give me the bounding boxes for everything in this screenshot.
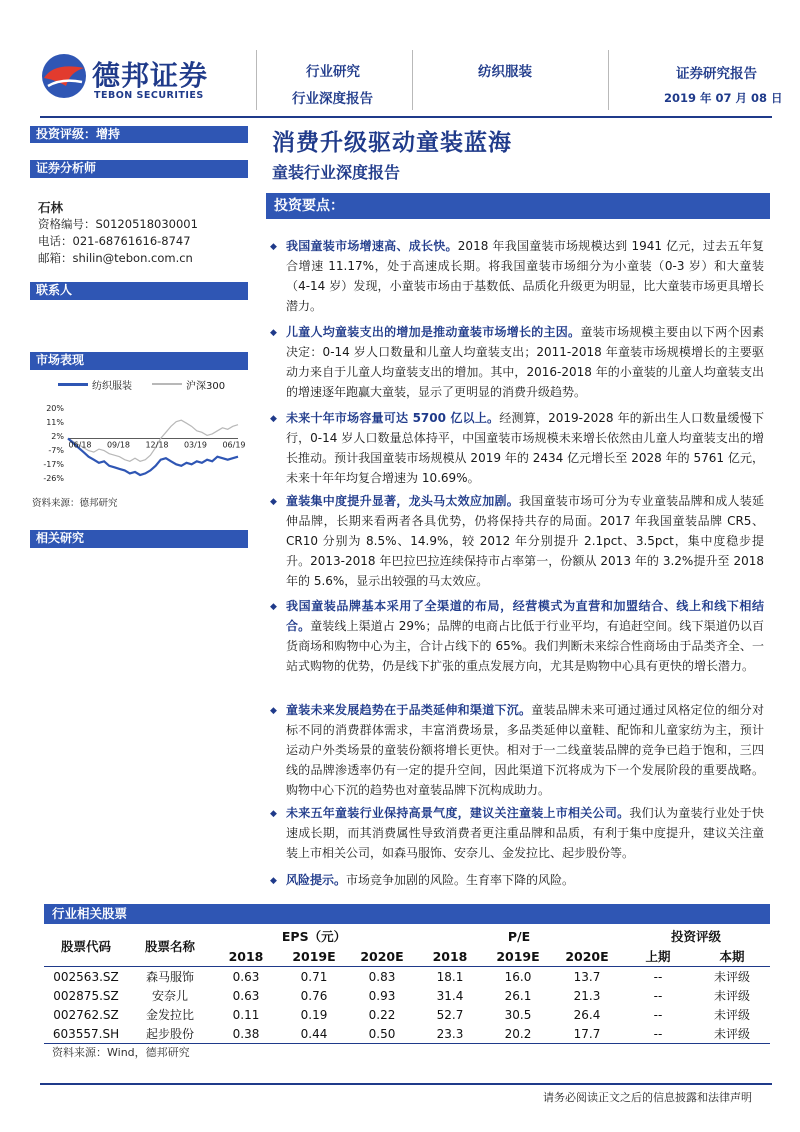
table-row <box>44 967 770 987</box>
analyst-section-title: 证券分析师 <box>30 160 248 177</box>
bullet-icon: ◆ <box>270 497 277 507</box>
contact-section-title: 联系人 <box>30 282 248 299</box>
bullet-icon: ◆ <box>270 809 277 819</box>
cell-eps: 0.38 <box>212 1024 280 1044</box>
y-tick-label: 20% <box>46 404 64 413</box>
cell-rating-curr: 未评级 <box>713 1008 750 1022</box>
section-rule <box>30 547 248 548</box>
cell-pe: 30.5 <box>504 1007 532 1022</box>
cell-eps: 0.22 <box>368 1007 396 1022</box>
footer-disclaimer: 请务必阅读正文之后的信息披露和法律声明 <box>543 1091 752 1104</box>
cell-rating-curr: 未评级 <box>713 989 750 1003</box>
col-header-curr: 本期 <box>694 946 770 967</box>
table-row <box>44 1005 770 1024</box>
section-rule <box>30 369 248 370</box>
table-source: 资料来源：Wind，德邦研究 <box>52 1046 190 1059</box>
header-category-2: 行业深度报告 <box>292 91 373 107</box>
x-tick-label: 06/19 <box>222 440 246 450</box>
table-row <box>44 1024 770 1044</box>
cell-rating-curr: 未评级 <box>694 1024 770 1044</box>
related-stocks-table <box>44 926 770 1044</box>
cell-pe: 13.7 <box>573 969 601 984</box>
cell-code: 002762.SZ <box>53 1007 119 1022</box>
key-point: 童装集中度提升显著，龙头马太效应加剧。我国童装市场可分为专业童装品牌和成人装延伸品牌，长期来看两者各具优势，仍将保持共存的局面。2017 年我国童装品牌 CR5、CR10 分别为 8.5%、14.9%，较 2012 年分别提升 2.1pct、3.5pct，集中度稳步提升。2013-2018 年巴拉巴拉连续保持市占率第一，份额从 2013 年的 3.2%提升至 2018 年的 5.6%，显示出较强的马太效应。 <box>286 494 764 588</box>
section-rule <box>30 177 248 178</box>
legend-label-hs300: 沪深300 <box>186 381 226 392</box>
brand-name-en: TEBON SECURITIES <box>94 90 204 101</box>
cell-name: 起步股份 <box>128 1024 212 1044</box>
bullet-icon: ◆ <box>270 602 277 612</box>
cell-pe: 31.4 <box>436 988 464 1003</box>
y-tick-label: 2% <box>51 432 64 441</box>
chart-source: 资料来源：德邦研究 <box>32 498 118 509</box>
y-tick-label: -17% <box>43 460 64 469</box>
bullet-icon: ◆ <box>270 706 277 716</box>
cell-rating-prev: -- <box>622 1024 694 1044</box>
stocks-table-title: 行业相关股票 <box>44 904 770 924</box>
cell-code: 002563.SZ <box>53 969 119 984</box>
header-category-1: 行业研究 <box>306 64 360 80</box>
market-performance-chart <box>34 400 248 488</box>
bullet-icon: ◆ <box>270 414 277 424</box>
analyst-email[interactable]: 邮箱：shilin@tebon.com.cn <box>38 251 193 265</box>
rating-bar: 投资评级：增持 <box>30 126 248 143</box>
analyst-qualification: 资格编号：S0120518030001 <box>38 217 198 231</box>
cell-name: 金发拉比 <box>145 1008 194 1022</box>
x-tick-label: 03/19 <box>183 440 208 450</box>
col-header-name: 股票名称 <box>128 926 212 967</box>
header-rule <box>40 116 772 118</box>
cell-eps: 0.63 <box>232 988 260 1003</box>
legend-label-textile: 纺织服装 <box>92 381 132 392</box>
y-tick-label: -7% <box>48 446 64 455</box>
cell-eps: 0.93 <box>368 988 396 1003</box>
analyst-phone: 电话：021-68761616-8747 <box>38 234 191 248</box>
cell-pe: 26.4 <box>573 1007 601 1022</box>
report-subtitle: 童装行业深度报告 <box>272 163 401 182</box>
header-report-type: 证券研究报告 <box>676 66 757 82</box>
table-row <box>44 986 770 1005</box>
analyst-name: 石林 <box>38 200 64 215</box>
x-tick-label: 12/18 <box>145 440 169 450</box>
cell-pe: 21.3 <box>573 988 601 1003</box>
cell-rating-curr: 未评级 <box>713 970 750 984</box>
col-header-year: 2020E <box>348 946 416 967</box>
report-title: 消费升级驱动童装蓝海 <box>272 129 512 156</box>
x-tick-label: 06/18 <box>68 440 92 450</box>
key-points-bar: 投资要点： <box>266 193 770 219</box>
cell-pe: 17.7 <box>552 1024 622 1044</box>
key-point: 我国童装市场增速高、成长快。2018 年我国童装市场规模达到 1941 亿元，过去五年复合增速 11.17%，处于高速成长期。将我国童装市场细分为小童装（0-3 岁）和大童装（4-14 岁）发现，小童装市场由于基数低、品质化升级更为明显，比大童装市场更具增长潜力。 <box>286 239 764 313</box>
col-header-eps: EPS（元） <box>281 929 347 944</box>
col-header-year: 2019E <box>484 946 552 967</box>
cell-eps: 0.83 <box>368 969 396 984</box>
col-header-pe: P/E <box>507 928 531 944</box>
cell-eps: 0.76 <box>300 988 328 1003</box>
legend-swatch-textile <box>58 383 88 386</box>
cell-name: 安奈儿 <box>151 989 188 1003</box>
cell-code: 603557.SH <box>44 1024 128 1044</box>
header-date: 2019 年 07 月 08 日 <box>664 91 783 105</box>
col-header-rating: 投资评级 <box>670 929 721 944</box>
legend-swatch-hs300 <box>152 383 182 385</box>
cell-rating-prev: -- <box>653 969 663 984</box>
cell-rating-prev: -- <box>653 1007 663 1022</box>
cell-rating-prev: -- <box>653 988 663 1003</box>
cell-pe: 20.2 <box>484 1024 552 1044</box>
cell-name: 森马服饰 <box>145 970 194 984</box>
brand-name-cn: 德邦证券 <box>92 59 209 92</box>
cell-pe: 23.3 <box>416 1024 484 1044</box>
cell-eps: 0.44 <box>280 1024 348 1044</box>
col-header-code: 股票代码 <box>44 926 128 967</box>
related-section-title: 相关研究 <box>30 530 248 547</box>
key-point: 儿童人均童装支出的增加是推动童装市场增长的主因。童装市场规模主要由以下两个因素决定：0-14 岁人口数量和儿童人均童装支出；2011-2018 年童装市场规模增长的主要驱动力来自于儿童人均童装支出的增加。其中，2016-2018 年的小童装的儿童人均童装支出的增速逐年跑赢大童装，显示了更明显的消费升级趋势。 <box>286 325 764 399</box>
col-header-year: 2018 <box>416 946 484 967</box>
x-tick-label: 09/18 <box>106 440 131 450</box>
col-header-prev: 上期 <box>622 946 694 967</box>
market-section-title: 市场表现 <box>30 352 248 369</box>
cell-pe: 18.1 <box>436 969 464 984</box>
key-point: 风险提示。市场竞争加剧的风险。生育率下降的风险。 <box>286 873 575 887</box>
cell-eps: 0.71 <box>300 969 328 984</box>
header-divider <box>412 50 413 110</box>
y-tick-label: -26% <box>43 474 64 483</box>
header-industry: 纺织服装 <box>478 64 532 80</box>
cell-pe: 16.0 <box>504 969 532 984</box>
bullet-icon: ◆ <box>270 876 277 886</box>
key-point: 未来五年童装行业保持高景气度，建议关注童装上市相关公司。我们认为童装行业处于快速成长期，而其消费属性导致消费者更注重品牌和品质，有利于集中度提升，建议关注童装上市相关公司，如森马服饰、安奈儿、金发拉比、起步股份等。 <box>286 806 764 860</box>
bullet-icon: ◆ <box>270 328 277 338</box>
cell-pe: 52.7 <box>436 1007 464 1022</box>
cell-eps: 0.11 <box>232 1007 260 1022</box>
key-point: 未来十年市场容量可达 5700 亿以上。经测算，2019-2028 年的新出生人口数量缓慢下行，0-14 岁人口数量总体持平，中国童装市场规模未来增长依然由儿童人均童装支出的增长推动。预计我国童装市场规模从 2019 年的 2434 亿元增长至 2028 年的 5761 亿元，未来十年年均复合增速为 10.69%。 <box>286 411 764 485</box>
bullet-icon: ◆ <box>270 242 277 252</box>
cell-code: 002875.SZ <box>53 988 119 1003</box>
header-divider <box>608 50 609 110</box>
cell-eps: 0.63 <box>232 969 260 984</box>
section-rule <box>30 299 248 300</box>
footer-rule <box>40 1083 772 1085</box>
col-header-year: 2020E <box>552 946 622 967</box>
header-divider <box>256 50 257 110</box>
col-header-year: 2019E <box>280 946 348 967</box>
cell-pe: 26.1 <box>504 988 532 1003</box>
y-tick-label: 11% <box>46 418 64 427</box>
tebon-logo-icon <box>40 52 88 100</box>
cell-eps: 0.19 <box>300 1007 328 1022</box>
cell-eps: 0.50 <box>348 1024 416 1044</box>
col-header-year: 2018 <box>212 946 280 967</box>
key-point: 我国童装品牌基本采用了全渠道的布局，经营模式为直营和加盟结合、线上和线下相结合。童装线上渠道占 29%；品牌的电商占比低于行业平均，有追赶空间。线下渠道仍以百货商场和购物中心为主，合计占线下的 65%。我们判断未来综合性商场由于品类齐全、一站式购物的优势，仍是线下扩张的重点发展方向，尤其是购物中心具有更快的增长潜力。 <box>286 599 764 673</box>
key-point: 童装未来发展趋势在于品类延伸和渠道下沉。童装品牌未来可通过通过风格定位的细分对标不同的消费群体需求，丰富消费场景，多品类延伸以童鞋、配饰和儿童家纺为主，预计运动户外类场景的童装份额将增长更快。相对于一二线童装品牌的竞争已趋于饱和，三四线的品牌渗透率仍有一定的提升空间，因此渠道下沉将成为下一个发展阶段的重要战略。购物中心下沉的趋势也对童装品牌下沉构成助力。 <box>286 703 764 797</box>
